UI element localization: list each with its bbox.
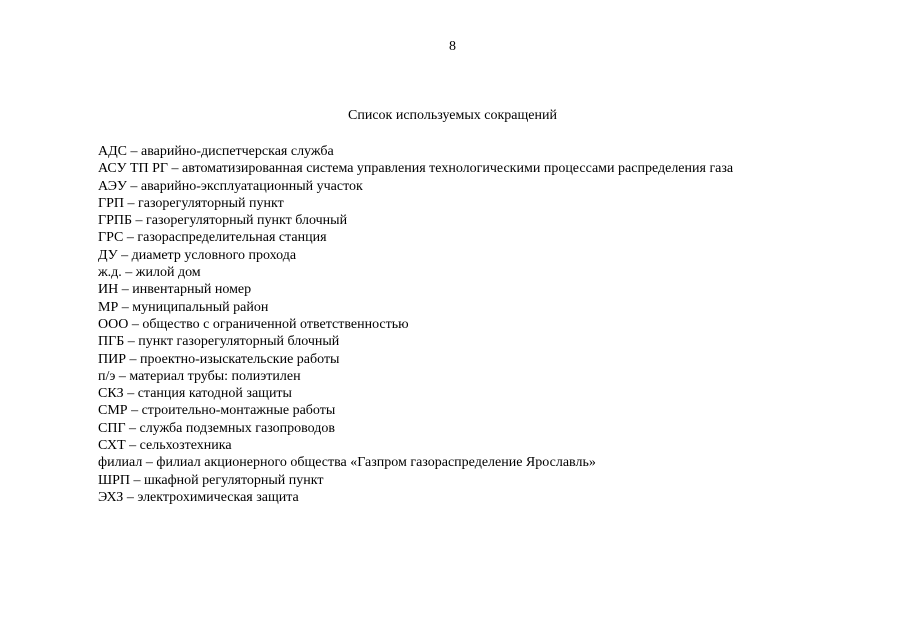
page-number: 8 — [449, 39, 456, 54]
abbreviation-term: ГРП — [98, 195, 124, 211]
abbreviation-term: ИН — [98, 282, 119, 298]
abbreviation-definition: муниципальный район — [132, 299, 269, 315]
abbreviation-definition: шкафной регуляторный пункт — [144, 472, 324, 488]
abbreviation-entry: СМР – строительно-монтажные работы — [98, 403, 336, 419]
abbreviation-term: СХТ — [98, 438, 126, 454]
abbreviation-definition: сельхозтехника — [139, 438, 232, 454]
abbreviation-definition: станция катодной защиты — [137, 386, 292, 402]
abbreviation-term: филиал — [98, 455, 143, 471]
abbreviation-entry: ГРП – газорегуляторный пункт — [98, 195, 284, 211]
abbreviation-term: СКЗ — [98, 386, 124, 402]
page-title: Список используемых сокращений — [348, 108, 557, 123]
abbreviation-term: МР — [98, 299, 119, 315]
abbreviation-entry: ГРПБ – газорегуляторный пункт блочный — [98, 213, 348, 229]
abbreviation-entry: ЭХЗ – электрохимическая защита — [98, 489, 299, 505]
abbreviation-definition: газорегуляторный пункт блочный — [146, 213, 348, 229]
abbreviation-term: ПИР — [98, 351, 127, 367]
abbreviation-term: ШРП — [98, 472, 131, 488]
abbreviation-entry: ПИР – проектно-изыскательские работы — [98, 351, 340, 367]
abbreviation-entry: ДУ – диаметр условного прохода — [98, 247, 297, 263]
abbreviation-entry: СКЗ – станция катодной защиты — [98, 386, 292, 402]
abbreviation-definition: автоматизированная система управления технологическими процессами распределения газа — [182, 161, 734, 177]
abbreviation-entry: ШРП – шкафной регуляторный пункт — [98, 472, 324, 488]
abbreviation-definition: диаметр условного прохода — [131, 247, 297, 263]
abbreviation-term: ООО — [98, 316, 129, 332]
abbreviation-term: ДУ — [98, 247, 118, 263]
abbreviation-entry: ИН – инвентарный номер — [98, 282, 252, 298]
abbreviation-definition: инвентарный номер — [132, 282, 252, 298]
abbreviation-definition: проектно-изыскательские работы — [140, 351, 340, 367]
abbreviation-definition: материал трубы: полиэтилен — [129, 368, 301, 384]
abbreviation-term: АЭУ — [98, 178, 127, 194]
abbreviation-term: ГРПБ — [98, 213, 133, 229]
abbreviation-term: ж.д. — [98, 265, 122, 281]
abbreviation-entry: филиал – филиал акционерного общества «Газпром газораспределение Ярославль» — [98, 455, 596, 471]
abbreviation-definition: газораспределительная станция — [137, 230, 327, 246]
abbreviation-term: п/э — [98, 368, 116, 384]
abbreviation-definition: пункт газорегуляторный блочный — [138, 334, 340, 350]
abbreviation-list — [98, 143, 733, 506]
abbreviation-definition: служба подземных газопроводов — [139, 420, 336, 436]
abbreviation-term: ПГБ — [98, 334, 125, 350]
abbreviation-entry: СХТ – сельхозтехника — [98, 438, 232, 454]
abbreviation-term: АДС — [98, 144, 127, 159]
abbreviation-term: АСУ ТП РГ — [98, 161, 169, 177]
abbreviation-entry: СПГ – служба подземных газопроводов — [98, 420, 336, 436]
abbreviation-definition: аварийно-диспетчерская служба — [141, 144, 334, 159]
abbreviation-definition: филиал акционерного общества «Газпром газораспределение Ярославль» — [156, 455, 596, 471]
abbreviation-definition: жилой дом — [135, 265, 201, 281]
abbreviation-definition: электрохимическая защита — [137, 489, 299, 505]
abbreviation-entry: ж.д. – жилой дом — [98, 265, 201, 281]
abbreviation-definition: аварийно-эксплуатационный участок — [140, 178, 363, 194]
abbreviation-term: ЭХЗ — [98, 489, 124, 505]
abbreviation-definition: газорегуляторный пункт — [138, 195, 284, 211]
abbreviation-definition: общество с ограниченной ответственностью — [142, 316, 409, 332]
abbreviation-entry: ПГБ – пункт газорегуляторный блочный — [98, 334, 340, 350]
abbreviation-definition: строительно-монтажные работы — [141, 403, 336, 419]
abbreviation-entry: АДС – аварийно-диспетчерская служба — [98, 144, 334, 159]
abbreviation-entry: АСУ ТП РГ – автоматизированная система управления технологическими процессами распределения газа — [98, 161, 734, 177]
abbreviation-term: СПГ — [98, 420, 126, 436]
abbreviation-entry: ГРС – газораспределительная станция — [98, 230, 327, 246]
abbreviation-term: ГРС — [98, 230, 124, 246]
abbreviation-entry: п/э – материал трубы: полиэтилен — [98, 368, 301, 384]
abbreviation-term: СМР — [98, 403, 128, 419]
abbreviation-entry: ООО – общество с ограниченной ответственностью — [98, 316, 409, 332]
abbreviation-entry: МР – муниципальный район — [98, 299, 269, 315]
abbreviation-entry: АЭУ – аварийно-эксплуатационный участок — [98, 178, 363, 194]
